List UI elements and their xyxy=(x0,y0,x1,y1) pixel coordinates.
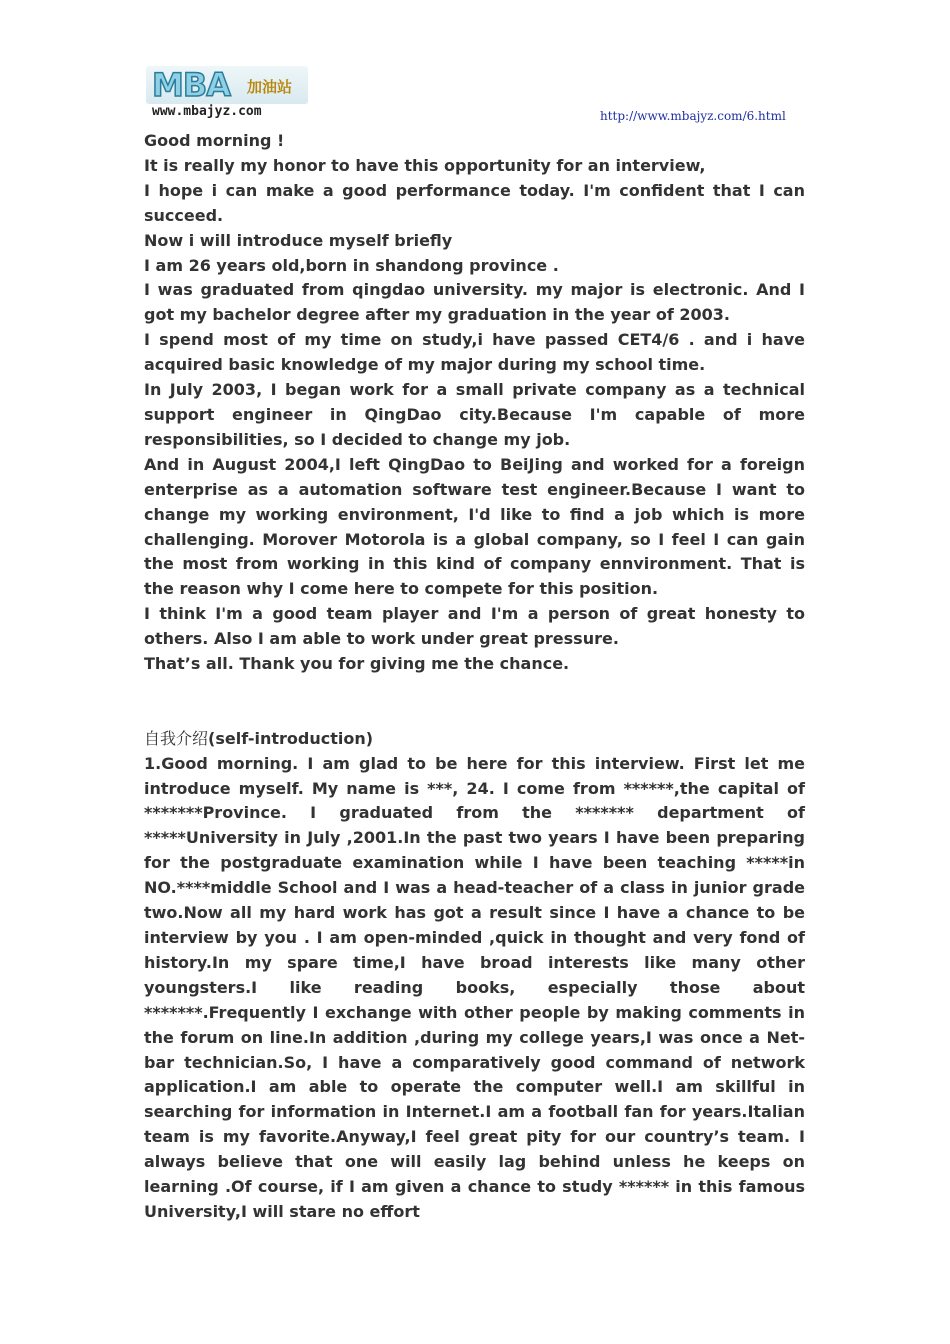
section-heading-en: (self-introduction) xyxy=(208,728,374,748)
page-url-link[interactable]: http://www.mbajyz.com/6.html xyxy=(600,109,786,123)
logo-chinese-text: 加油站 xyxy=(247,78,293,96)
paragraph: I think I'm a good team player and I'm a person of great honesty to others. Also I am able to work under great pressure. xyxy=(144,604,805,649)
paragraph: Now i will introduce myself briefly xyxy=(144,230,453,250)
paragraph: Good morning ! xyxy=(144,131,285,150)
document-body xyxy=(144,129,805,1225)
logo-url-text: www.mbajyz.com xyxy=(152,104,262,119)
section-spacer xyxy=(144,677,805,727)
paragraph: I spend most of my time on study,i have passed CET4/6 . and i have acquired basic knowledge of my major during my school time. xyxy=(144,330,805,375)
paragraph: I was graduated from qingdao university. my major is electronic. And I got my bachelor degree after my graduation in the year of 2003. xyxy=(144,280,805,325)
paragraph: And in August 2004,I left QingDao to BeiJing and worked for a foreign enterprise as a automation software test engineer.Because I want to change my working environment, I'd like to find a job which is more challenging. Morover Motorola is a global company, so I feel I can gain the most from working in this kind of company ennvironment. That is the reason why I come here to compete for this position. xyxy=(144,454,805,599)
paragraph: I am 26 years old,born in shandong province . xyxy=(144,255,559,275)
self-introduction-paragraph: 1.Good morning. I am glad to be here for this interview. First let me introduce myself. My name is ***, 24. I come from ******,the capital of *******Province. I graduated from the ******* department of *****University in July ,2001.In the past two years I have been preparing for the postgraduate examination while I have been teaching *****in NO.****middle School and I was a head-teacher of a class in junior grade two.Now all my hard work has got a result since I have a chance to be interview by you . I am open-minded ,quick in thought and very fond of history.In my spare time,I have broad interests like many other youngsters.I like reading books, especially those about *******.Frequently I exchange with other people by making comments in the forum on line.In addition ,during my college years,I was once a Net-bar technician.So, I have a comparatively good command of network application.I am able to operate the computer well.I am skillful in searching for information in Internet.I am a football fan for years.Italian team is my favorite.Anyway,I feel great pity for our country’s team. I always believe that one will easily lag behind unless he keeps on learning .Of course, if I am given a chance to study ****** in this famous University,I will stare no effort xyxy=(144,753,805,1221)
section-heading xyxy=(144,727,805,752)
site-logo[interactable] xyxy=(146,66,312,124)
paragraph: In July 2003, I began work for a small private company as a technical support engineer in QingDao city.Because I'm capable of more responsibilities, so I decided to change my job. xyxy=(144,380,805,449)
paragraph: I hope i can make a good performance today. I'm confident that I can succeed. xyxy=(144,180,805,225)
paragraph: It is really my honor to have this opportunity for an interview, xyxy=(144,155,706,175)
paragraph: That’s all. Thank you for giving me the chance. xyxy=(144,654,570,674)
logo-mba-text: MBA xyxy=(152,66,230,104)
section-heading-cn: 自我介绍 xyxy=(144,728,209,748)
logo-banner xyxy=(146,66,308,104)
